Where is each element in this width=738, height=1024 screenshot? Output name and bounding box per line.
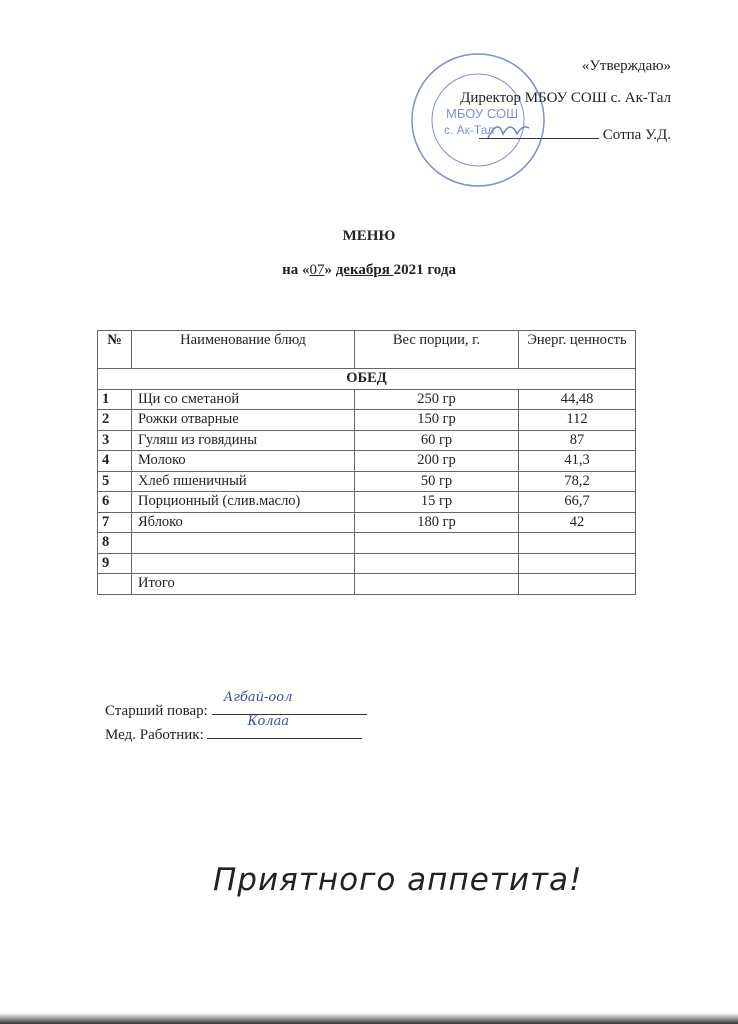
dish-name — [132, 533, 355, 554]
row-number: 3 — [98, 430, 132, 451]
table-row — [98, 533, 636, 554]
portion-weight: 50 гр — [355, 471, 519, 492]
table-header-row: № Наименование блюд Вес порции, г. Энерг. ценность — [98, 331, 636, 369]
signer-name: Сотпа У.Д. — [602, 127, 671, 143]
dish-name: Щи со сметаной — [132, 389, 355, 410]
medic-signature: Мед. Работник: Колаа — [105, 724, 362, 744]
energy-value: 44,48 — [519, 389, 636, 410]
page-title: МЕНЮ — [342, 228, 396, 244]
dish-name: Молоко — [132, 451, 355, 472]
row-number: 2 — [98, 410, 132, 431]
table-row — [98, 451, 636, 472]
table-row — [98, 512, 636, 533]
menu-date: на «07» декабря 2021 года — [282, 262, 456, 278]
dish-name: Рожки отварные — [132, 410, 355, 431]
dish-name: Хлеб пшеничный — [132, 471, 355, 492]
cook-handwritten-signature: Агбай-оол — [223, 690, 293, 705]
dish-name — [132, 553, 355, 574]
table-row — [98, 410, 636, 431]
portion-weight: 250 гр — [355, 389, 519, 410]
portion-weight — [355, 533, 519, 554]
portion-weight: 60 гр — [355, 430, 519, 451]
energy-value: 66,7 — [519, 492, 636, 513]
row-number: 6 — [98, 492, 132, 513]
scan-edge — [0, 1013, 738, 1024]
closing-phrase: Приятного аппетита! — [213, 862, 583, 898]
energy-value — [519, 553, 636, 574]
table-row — [98, 553, 636, 574]
cook-signature: Старший повар: Агбай-оол — [105, 700, 367, 720]
row-number: 5 — [98, 471, 132, 492]
approval-position: Директор МБОУ СОШ с. Ак-Тал — [460, 90, 671, 106]
energy-value: 87 — [519, 430, 636, 451]
row-number: 4 — [98, 451, 132, 472]
table-row — [98, 471, 636, 492]
medic-handwritten-signature: Колаа — [247, 714, 290, 729]
table-row — [98, 492, 636, 513]
total-row: Итого — [98, 574, 636, 595]
section-row: ОБЕД — [98, 369, 636, 390]
dish-name: Порционный (слив.масло) — [132, 492, 355, 513]
row-number: 8 — [98, 533, 132, 554]
portion-weight — [355, 553, 519, 574]
row-number: 9 — [98, 553, 132, 574]
energy-value: 78,2 — [519, 471, 636, 492]
approval-heading: «Утверждаю» — [581, 58, 671, 74]
row-number: 7 — [98, 512, 132, 533]
portion-weight: 180 гр — [355, 512, 519, 533]
row-number: 1 — [98, 389, 132, 410]
svg-text:МБОУ СОШ: МБОУ СОШ — [446, 106, 519, 121]
table-row — [98, 389, 636, 410]
energy-value — [519, 533, 636, 554]
svg-text:с. Ак-Тал: с. Ак-Тал — [444, 123, 495, 137]
portion-weight: 200 гр — [355, 451, 519, 472]
school-stamp-icon — [408, 50, 548, 190]
table-row — [98, 430, 636, 451]
portion-weight: 150 гр — [355, 410, 519, 431]
dish-name: Гуляш из говядины — [132, 430, 355, 451]
energy-value: 42 — [519, 512, 636, 533]
portion-weight: 15 гр — [355, 492, 519, 513]
menu-table — [97, 330, 636, 595]
energy-value: 112 — [519, 410, 636, 431]
energy-value: 41,3 — [519, 451, 636, 472]
dish-name: Яблоко — [132, 512, 355, 533]
